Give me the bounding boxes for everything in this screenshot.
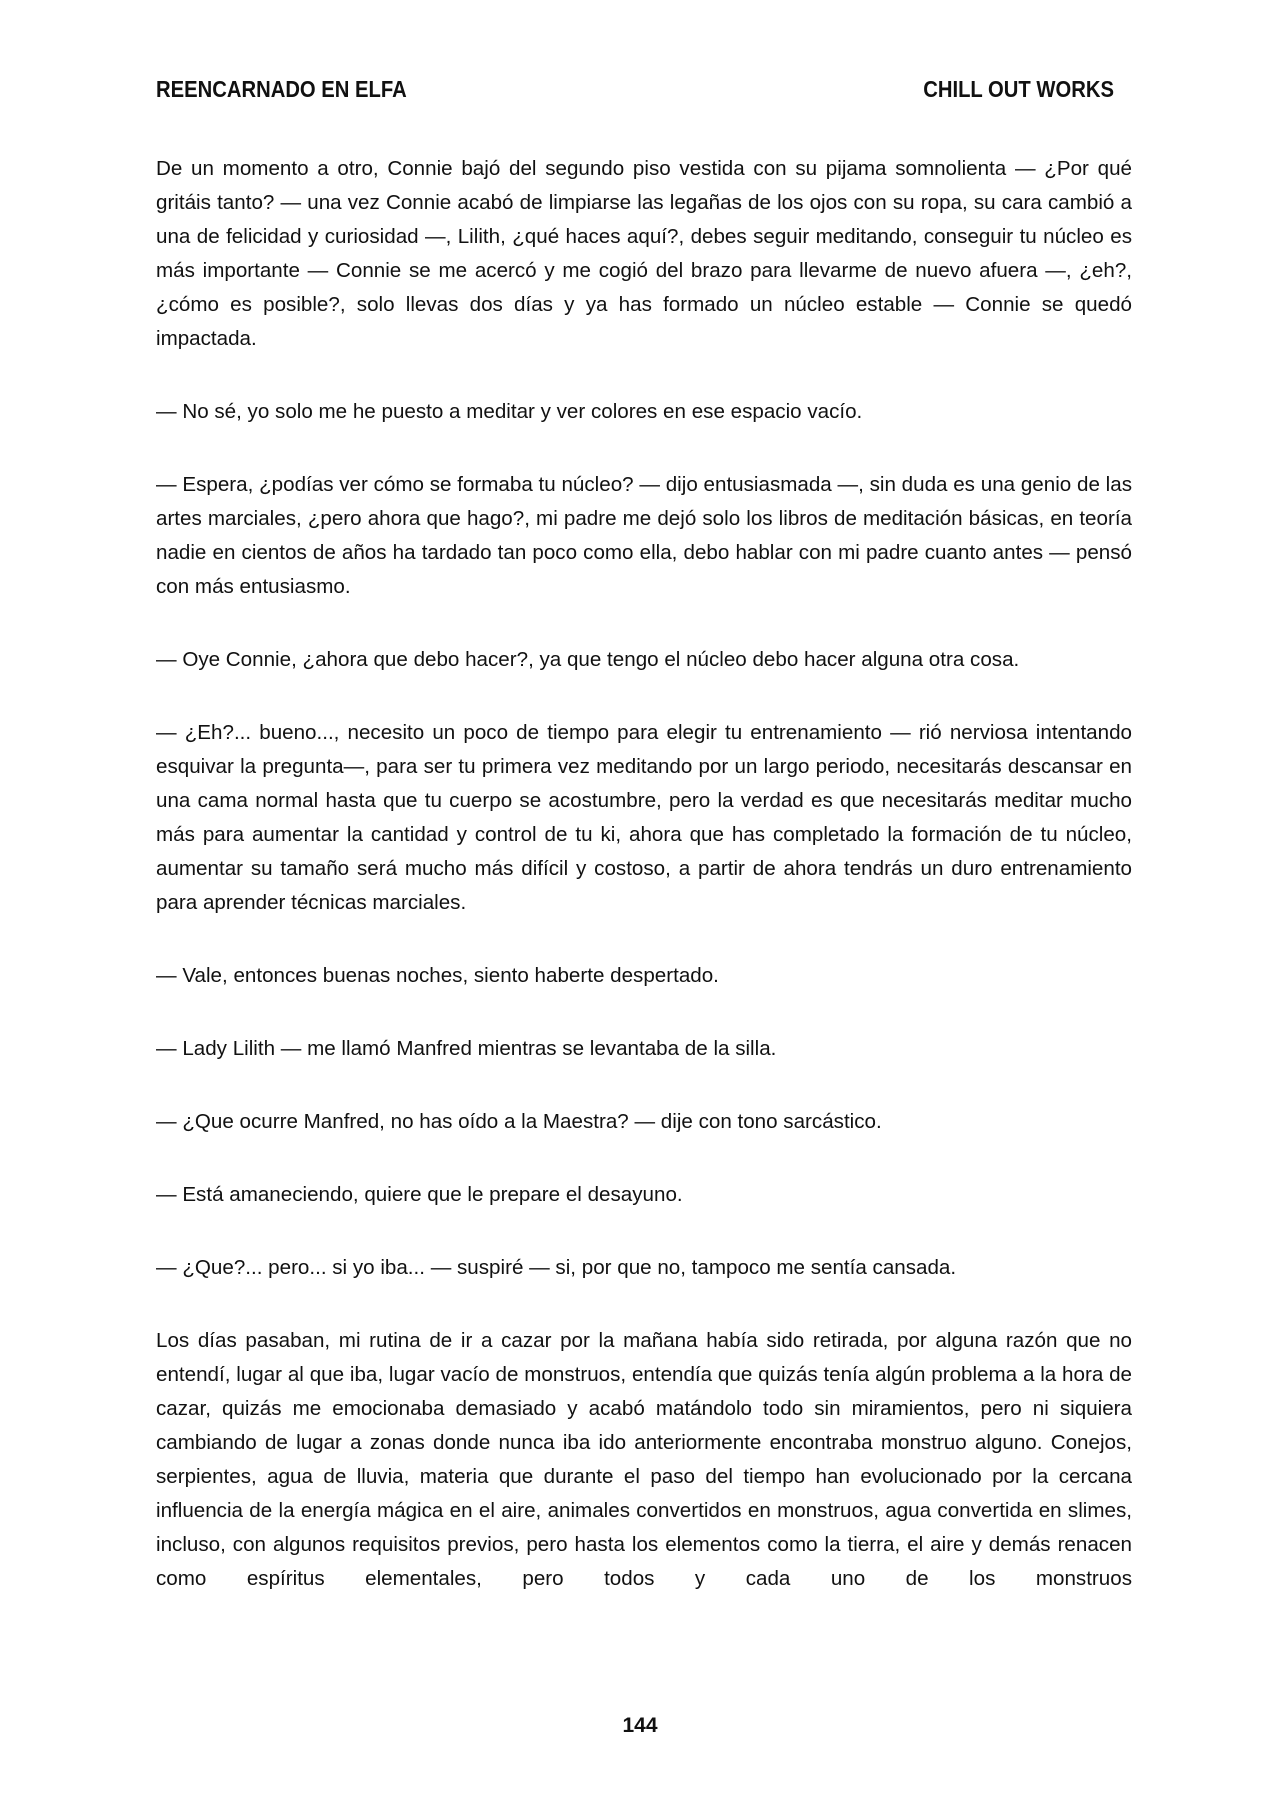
author-name: CHILL OUT WORKS (923, 76, 1114, 102)
paragraph: — Lady Lilith — me llamó Manfred mientras se levantaba de la silla. (156, 1037, 777, 1060)
running-header (156, 76, 1114, 103)
paragraph: — No sé, yo solo me he puesto a meditar y ver colores en ese espacio vacío. (156, 400, 863, 423)
paragraph: — Oye Connie, ¿ahora que debo hacer?, ya que tengo el núcleo debo hacer alguna otra cosa. (156, 648, 1020, 671)
paragraph: — Vale, entonces buenas noches, siento haberte despertado. (156, 964, 719, 987)
paragraph: — ¿Eh?... bueno..., necesito un poco de tiempo para elegir tu entrenamiento — rió nerviosa intentando esquivar la pregunta—, para ser tu primera vez meditando por un largo periodo, necesitarás descansar en una cama normal hasta que tu cuerpo se acostumbre, pero la verdad es que necesitarás meditar mucho más para aumentar la cantidad y control de tu ki, ahora que has completado la formación de tu núcleo, aumentar su tamaño será mucho más difícil y costoso, a partir de ahora tendrás un duro entrenamiento para aprender técnicas marciales. (156, 721, 1132, 914)
page-number: 144 (622, 1714, 658, 1737)
paragraph: — ¿Que ocurre Manfred, no has oído a la Maestra? — dije con tono sarcástico. (156, 1110, 882, 1133)
paragraph: — Está amaneciendo, quiere que le prepare el desayuno. (156, 1183, 683, 1206)
book-title: REENCARNADO EN ELFA (156, 76, 407, 102)
paragraph: Los días pasaban, mi rutina de ir a cazar por la mañana había sido retirada, por alguna razón que no entendí, lugar al que iba, lugar vacío de monstruos, entendía que quizás tenía algún problema a la hora de cazar, quizás me emocionaba demasiado y acabó matándolo todo sin miramientos, pero ni siquiera cambiando de lugar a zonas donde nunca iba ido anteriormente encontraba monstruo alguno. Conejos, serpientes, agua de lluvia, materia que durante el paso del tiempo han evolucionado por la cercana influencia de la energía mágica en el aire, animales convertidos en monstruos, agua convertida en slimes, incluso, con algunos requisitos previos, pero hasta los elementos como la tierra, el aire y demás renacen como espíritus elementales, pero todos y cada uno de los monstruos (156, 1329, 1132, 1590)
paragraph: — ¿Que?... pero... si yo iba... — suspiré — si, por que no, tampoco me sentía cansada. (156, 1256, 957, 1279)
paragraph: De un momento a otro, Connie bajó del segundo piso vestida con su pijama somnolienta — ¿Por qué gritáis tanto? — una vez Connie acabó de limpiarse las legañas de los ojos con su ropa, su cara cambió a una de felicidad y curiosidad —, Lilith, ¿qué haces aquí?, debes seguir meditando, conseguir tu núcleo es más importante — Connie se me acercó y me cogió del brazo para llevarme de nuevo afuera —, ¿eh?, ¿cómo es posible?, solo llevas dos días y ya has formado un núcleo estable — Connie se quedó impactada. (156, 157, 1132, 350)
body-text (156, 152, 1132, 1635)
paragraph: — Espera, ¿podías ver cómo se formaba tu núcleo? — dijo entusiasmada —, sin duda es una genio de las artes marciales, ¿pero ahora que hago?, mi padre me dejó solo los libros de meditación básicas, en teoría nadie en cientos de años ha tardado tan poco como ella, debo hablar con mi padre cuanto antes — pensó con más entusiasmo. (156, 473, 1132, 598)
